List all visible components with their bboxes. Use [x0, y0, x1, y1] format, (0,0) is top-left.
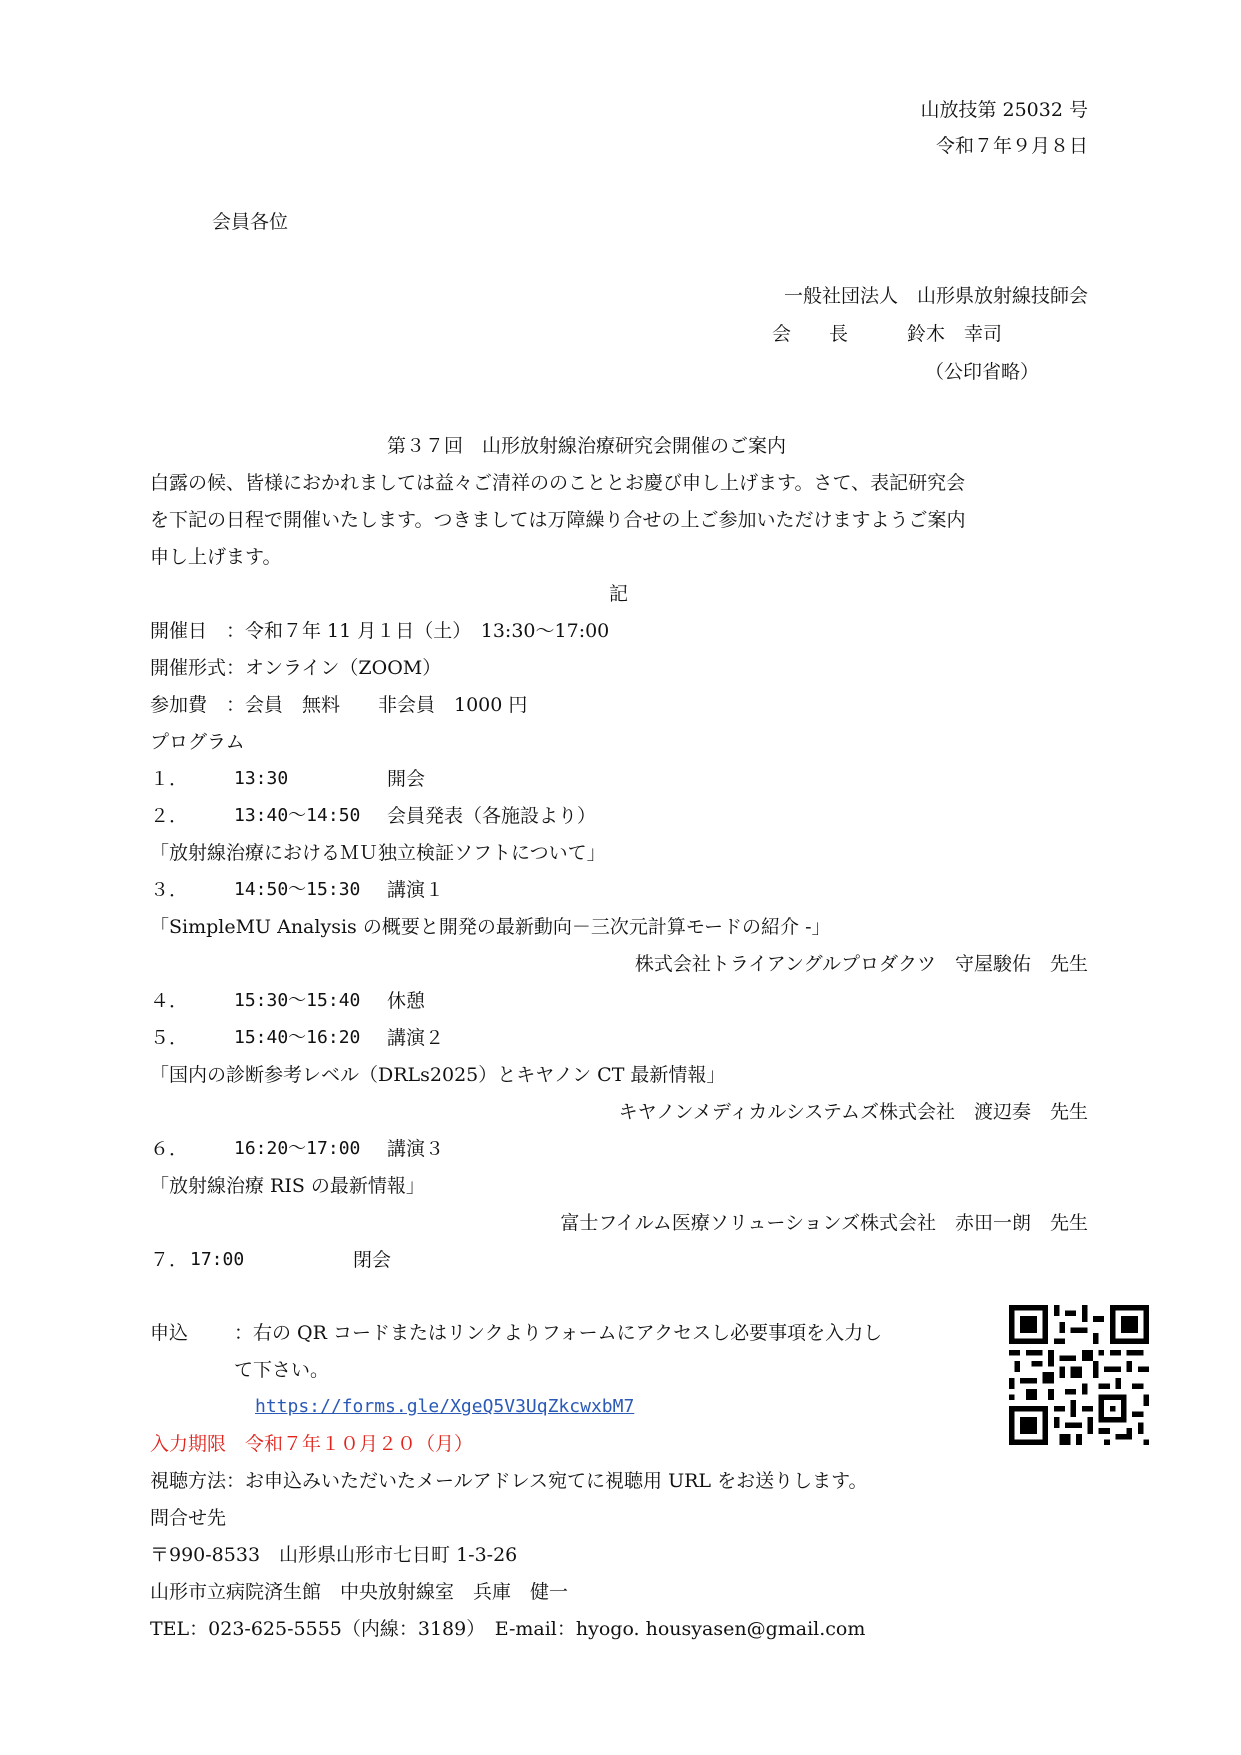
event-date: 開催日 ：令和７年 11 月１日（土） 13:30～17:00 — [150, 620, 610, 642]
program-item-2-desc: 会員発表（各施設より） — [387, 805, 597, 827]
event-fee: 参加費 ：会員 無料 非会員 1000 円 — [150, 694, 528, 716]
viewing-method: 視聴方法：お申込みいただいたメールアドレス宛てに視聴用 URL をお送りします。 — [150, 1470, 868, 1492]
program-item-7-num: ７． — [150, 1249, 189, 1271]
apply-label: 申込 — [150, 1322, 189, 1344]
deadline: 入力期限 令和７年１０月２０（月） — [150, 1433, 474, 1455]
program-item-5-topic: 「国内の診断参考レベル（DRLs2025）とキヤノン CT 最新情報」 — [150, 1064, 726, 1086]
sender-name: 鈴木 幸司 — [907, 323, 1003, 345]
program-item-5-time: 15:40～16:20 — [234, 1027, 361, 1048]
program-item-6-desc: 講演３ — [387, 1138, 445, 1160]
program-item-3-time: 14:50～15:30 — [234, 879, 361, 900]
ki-marker: 記 — [609, 583, 629, 605]
program-item-4-num: ４． — [150, 990, 189, 1012]
program-item-4-time: 15:30～15:40 — [234, 990, 361, 1011]
document-title: 第３７回 山形放射線治療研究会開催のご案内 — [387, 435, 787, 457]
apply-text-2: て下さい。 — [234, 1359, 330, 1381]
program-item-3-topic: 「SimpleMU Analysis の概要と開発の最新動向－三次元計算モードの紹介 -」 — [150, 916, 831, 938]
document-date: 令和７年９月８日 — [935, 135, 1088, 157]
program-item-7-desc: 閉会 — [353, 1249, 392, 1271]
contact-office: 山形市立病院済生館 中央放射線室 兵庫 健一 — [150, 1581, 569, 1603]
program-item-6-num: ６． — [150, 1138, 189, 1160]
addressee: 会員各位 — [212, 211, 289, 233]
event-format: 開催形式：オンライン（ZOOM） — [150, 657, 442, 679]
seal-note: （公印省略） — [925, 361, 1040, 383]
form-link[interactable]: https://forms.gle/XgeQ5V3UqZkcwxbM7 — [255, 1396, 635, 1417]
program-item-6-time: 16:20～17:00 — [234, 1138, 361, 1159]
program-item-2-num: ２． — [150, 805, 189, 827]
program-item-1-time: 13:30 — [234, 768, 289, 789]
program-item-1-num: １． — [150, 768, 189, 790]
intro-line-3: 申し上げます。 — [150, 546, 282, 568]
program-item-1-desc: 開会 — [387, 768, 426, 790]
program-item-5-desc: 講演２ — [387, 1027, 445, 1049]
sender-organization: 一般社団法人 山形県放射線技師会 — [783, 285, 1088, 307]
contact-address: 〒990-8533 山形県山形市七日町 1-3-26 — [150, 1544, 518, 1566]
program-item-2-topic: 「放射線治療におけるＭＵ独立検証ソフトについて」 — [150, 842, 606, 864]
program-item-5-speaker: キヤノンメディカルシステムズ株式会社 渡辺奏 先生 — [618, 1101, 1088, 1123]
program-heading: プログラム — [150, 731, 245, 753]
document-number: 山放技第 25032 号 — [920, 99, 1088, 121]
sender-title: 会 長 — [772, 323, 849, 345]
apply-text-1: ：右の QR コードまたはリンクよりフォームにアクセスし必要事項を入力し — [234, 1322, 883, 1344]
program-item-5-num: ５． — [150, 1027, 189, 1049]
contact-tel-email: TEL：023-625-5555（内線：3189） E-mail：hyogo. housyasen@gmail.com — [150, 1618, 866, 1640]
program-item-7-time: 17:00 — [190, 1249, 245, 1270]
program-item-6-topic: 「放射線治療 RIS の最新情報」 — [150, 1175, 425, 1197]
qr-code-icon[interactable] — [1009, 1305, 1149, 1445]
program-item-3-num: ３． — [150, 879, 189, 901]
program-item-3-desc: 講演１ — [387, 879, 445, 901]
intro-line-2: を下記の日程で開催いたします。つきましては万障繰り合せの上ご参加いただけますようご案内 — [150, 509, 966, 531]
program-item-4-desc: 休憩 — [387, 990, 426, 1012]
program-item-6-speaker: 富士フイルム医療ソリューションズ株式会社 赤田一朗 先生 — [560, 1212, 1088, 1234]
contact-heading: 問合せ先 — [150, 1507, 227, 1529]
program-item-3-speaker: 株式会社トライアングルプロダクツ 守屋駿佑 先生 — [634, 953, 1088, 975]
intro-line-1: 白露の候、皆様におかれましては益々ご清祥ののこととお慶び申し上げます。さて、表記研究会 — [150, 472, 966, 494]
program-item-2-time: 13:40～14:50 — [234, 805, 361, 826]
